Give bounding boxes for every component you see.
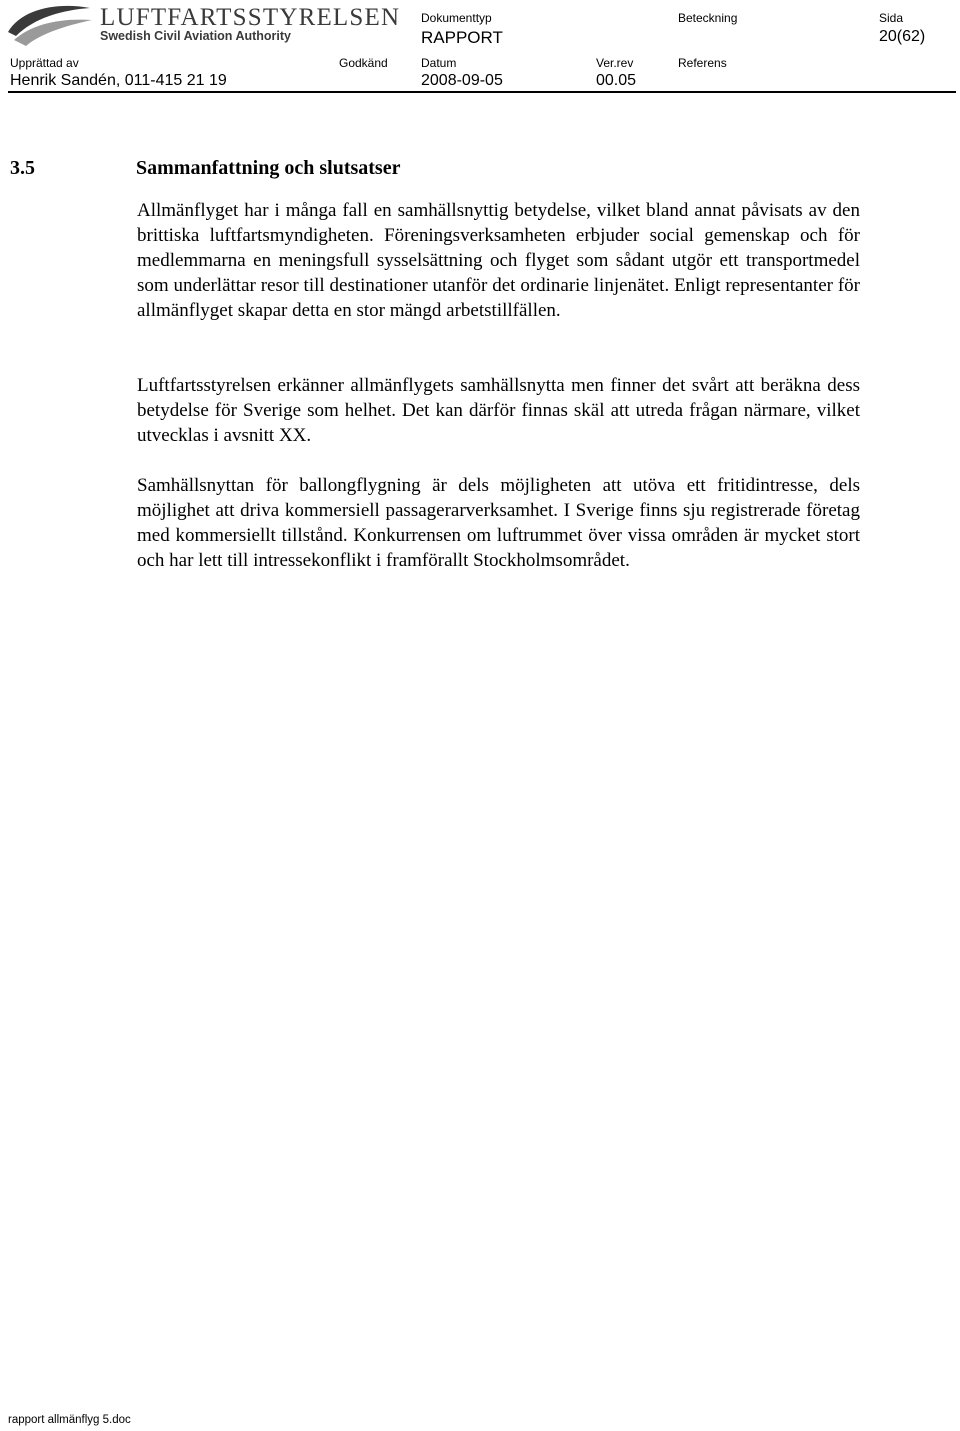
version-label: Ver.rev xyxy=(596,56,634,70)
header-divider xyxy=(8,91,956,93)
paragraph-1: Allmänflyget har i många fall en samhällsnyttig betydelse, vilket bland annat påvisats av den brittiska luftfartsmyndigheten. Föreningsverksamheten erbjuder social gemenskap och för medlemmarna en meningsfull sysselsättning och flyget som sådant utgör ett transportmedel som underlättar resor till destinationer utanför det ordinarie linjenätet. Enligt representanter för allmänflyget skapar detta en stor mängd arbetstillfällen. xyxy=(137,200,860,321)
page-label: Sida xyxy=(879,11,904,25)
section-number: 3.5 xyxy=(10,157,35,179)
designation-label: Beteckning xyxy=(678,11,738,25)
reference-label: Referens xyxy=(678,56,727,70)
org-subtitle: Swedish Civil Aviation Authority xyxy=(100,29,291,43)
paragraph-3: Samhällsnyttan för ballongflygning är dels möjligheten att utöva ett fritidintresse, dels möjlighet att driva kommersiell passagerarverksamhet. I Sverige finns sju registrerade företag med kommersiellt tillstånd. Konkurrensen om luftrummet över vissa områden är mycket stort och har lett till intressekonflikt i framförallt Stockholmsområdet. xyxy=(137,475,860,571)
date-value: 2008-09-05 xyxy=(421,72,503,89)
date-label: Datum xyxy=(421,56,457,70)
footer-filename: rapport allmänflyg 5.doc xyxy=(8,1414,131,1426)
authority-logo xyxy=(4,2,401,46)
section-heading xyxy=(10,157,400,180)
paragraph-2: Luftfartsstyrelsen erkänner allmänflygets samhällsnytta men finner det svårt att beräkna dess betydelse för Sverige som helhet. Det kan därför finnas skäl att utreda frågan närmare, vilket utvecklas i avsnitt XX. xyxy=(137,375,860,446)
section-title: Sammanfattning och slutsatser xyxy=(136,157,401,179)
logo-emblem-icon xyxy=(4,2,96,46)
page-number: 20(62) xyxy=(879,28,926,45)
org-name: LUFTFARTSSTYRELSEN xyxy=(100,4,401,31)
doc-type-value: RAPPORT xyxy=(421,28,503,47)
doc-type-label: Dokumenttyp xyxy=(421,11,492,25)
version-value: 00.05 xyxy=(596,72,637,89)
approved-label: Godkänd xyxy=(339,56,388,70)
prepared-by-label: Upprättad av xyxy=(10,56,79,70)
prepared-by-value: Henrik Sandén, 011-415 21 19 xyxy=(10,72,227,89)
